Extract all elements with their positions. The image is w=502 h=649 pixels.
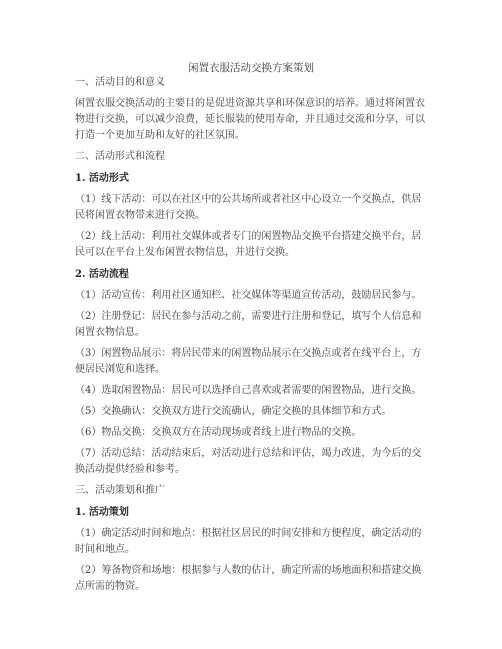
list-item: （2）线上活动：利用社交媒体或者专门的闲置物品交换平台搭建交换平台，居民可以在平台上发布闲置衣物信息，并进行交换。 <box>75 231 422 258</box>
section-1-paragraph: 闲置衣服交换活动的主要目的是促进资源共享和环保意识的培养。通过将闲置衣物进行交换，可以减少浪费，延长服装的使用寿命，并且通过交流和分享，可以打造一个更加互助和友好的社区氛围。 <box>75 98 425 141</box>
list-item: （1）线下活动：可以在社区中的公共场所或者社区中心设立一个交换点，供居民将闲置衣物带来进行交换。 <box>75 194 422 221</box>
list-item: （2）筹备物资和场地：根据参与人数的估计，确定所需的场地面积和搭建交换点所需的物资。 <box>75 565 422 592</box>
subsection-heading-activity-form: 1. 活动形式 <box>75 173 129 184</box>
subsection-heading-activity-flow: 2. 活动流程 <box>75 269 129 280</box>
list-item: （7）活动总结：活动结束后，对活动进行总结和评估，竭力改进，为今后的交换活动提供经验和参考。 <box>75 448 422 475</box>
list-item: （1）确定活动时间和地点：根据社区居民的时间安排和方便程度，确定活动的时间和地点。 <box>75 528 422 555</box>
list-item: （6）物品交换：交换双方在活动现场或者线上进行物品的交换。 <box>75 427 362 438</box>
section-heading-1: 一、活动目的和意义 <box>75 77 165 88</box>
list-item: （5）交换确认：交换双方进行交流确认，确定交换的具体细节和方式。 <box>75 406 392 417</box>
section-heading-2: 二、活动形式和流程 <box>75 151 165 162</box>
list-item: （2）注册登记：居民在参与活动之前，需要进行注册和登记，填写个人信息和闲置衣物信息。 <box>75 311 422 338</box>
list-item: （3）闲置物品展示：将居民带来的闲置物品展示在交换点或者在线平台上，方便居民浏览和选择。 <box>75 348 422 375</box>
document-title: 闲置衣服活动交换方案策划 <box>188 62 314 74</box>
list-item: （4）选取闲置物品：居民可以选择自己喜欢或者需要的闲置物品，进行交换。 <box>75 385 422 396</box>
subsection-heading-activity-planning: 1. 活动策划 <box>75 507 129 518</box>
section-heading-3: 三、活动策划和推广 <box>75 485 165 496</box>
list-item: （1）活动宣传：利用社区通知栏、社交媒体等渠道宣传活动，鼓励居民参与。 <box>75 290 422 301</box>
document-body <box>75 75 431 595</box>
